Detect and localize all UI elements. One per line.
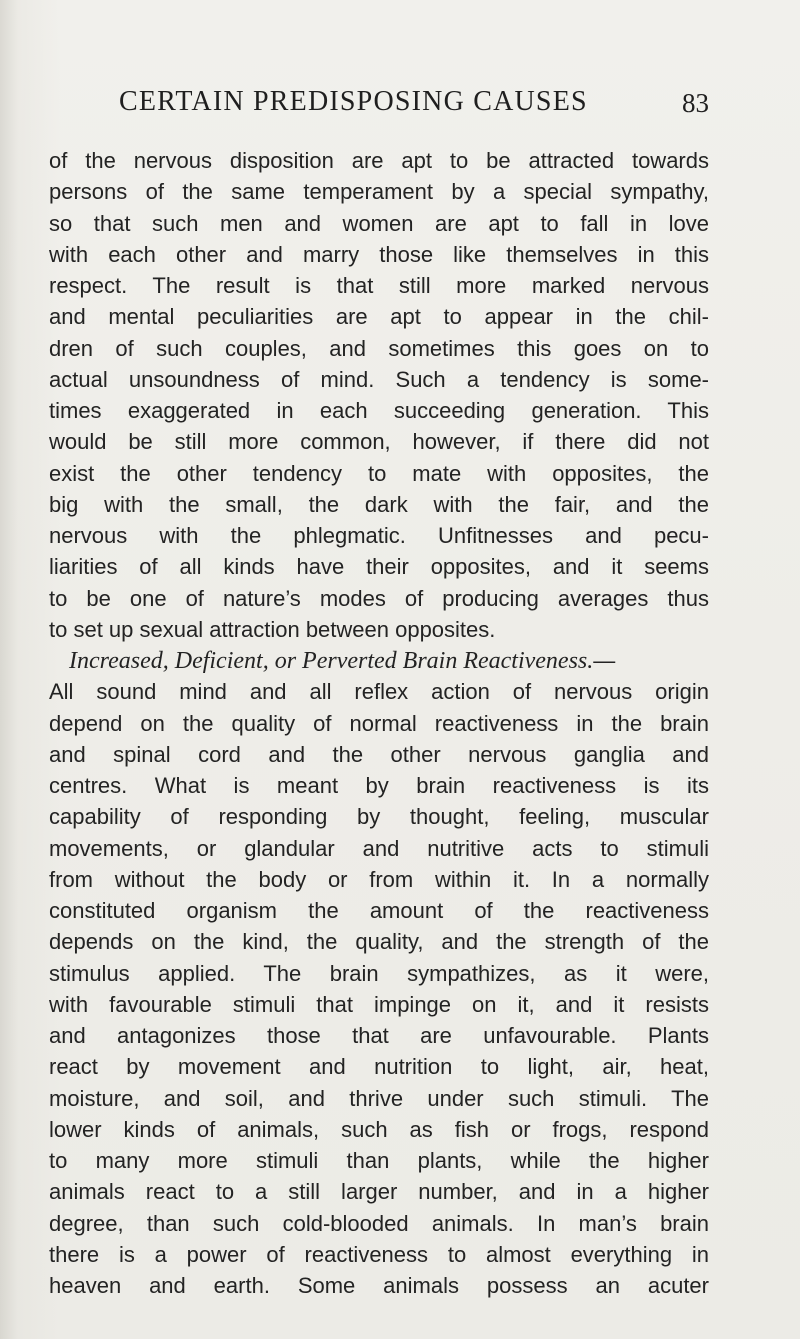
text-line: react by movement and nutrition to light, air, heat, [49,1054,709,1080]
text-line: with each other and marry those like themselves in this [49,241,709,267]
text-line: and spinal cord and the other nervous ganglia and [49,741,709,767]
section-heading-line [49,645,709,676]
text-line: animals react to a still larger number, and in a higher [49,1179,709,1205]
text-line: constituted organism the amount of the reactiveness [49,898,709,923]
section-heading: Increased, Deficient, or Perverted Brain Reactiveness. [69,648,594,674]
text-line: there is a power of reactiveness to almost everything in [49,1241,709,1267]
text-line: and mental peculiarities are apt to appear in the chil- [49,304,709,330]
text-line: liarities of all kinds have their opposites, and it seems [49,554,709,580]
text-line: depend on the quality of normal reactiveness in the brain [49,710,709,736]
text-line: All sound mind and all reflex action of nervous origin [49,679,709,705]
page-number: 83 [682,88,709,118]
text-line: heaven and earth. Some animals possess an acuter [49,1273,709,1298]
text-line: persons of the same temperament by a special sympathy, [49,179,709,205]
text-line: to be one of nature’s modes of producing averages thus [49,585,709,611]
text-line: movements, or glandular and nutritive acts to stimuli [49,835,709,861]
text-line: from without the body or from within it. In a normally [49,866,709,892]
text-line: degree, than such cold-blooded animals. In man’s brain [49,1210,709,1236]
text-line: exist the other tendency to mate with opposites, the [49,460,709,486]
text-line: and antagonizes those that are unfavourable. Plants [49,1023,709,1048]
text-line: with favourable stimuli that impinge on it, and it resists [49,991,709,1017]
running-title: CERTAIN PREDISPOSING CAUSES [119,86,588,117]
text-line: actual unsoundness of mind. Such a tendency is some- [49,366,709,392]
text-line: big with the small, the dark with the fair, and the [49,491,709,517]
text-line: respect. The result is that still more marked nervous [49,273,709,298]
text-line: of the nervous disposition are apt to be attracted towards [49,148,709,173]
text-line: so that such men and women are apt to fall in love [49,210,709,236]
body-text [49,145,709,1301]
running-head [119,86,709,126]
text-line: capability of responding by thought, feeling, muscular [49,804,709,830]
text-line: dren of such couples, and sometimes this goes on to [49,335,709,361]
text-line: to set up sexual attraction between opposites. [49,616,496,642]
text-line: to many more stimuli than plants, while the higher [49,1148,709,1173]
text-line: centres. What is meant by brain reactiveness is its [49,773,709,798]
text-line: depends on the kind, the quality, and the strength of the [49,929,709,955]
text-line: nervous with the phlegmatic. Unfitnesses and pecu- [49,523,709,548]
text-line: would be still more common, however, if there did not [49,429,709,455]
section-heading-dash: — [593,648,616,673]
text-line: lower kinds of animals, such as fish or frogs, respond [49,1116,709,1142]
text-line: times exaggerated in each succeeding generation. This [49,398,709,423]
text-line: moisture, and soil, and thrive under such stimuli. The [49,1085,709,1111]
text-line: stimulus applied. The brain sympathizes, as it were, [49,960,709,986]
